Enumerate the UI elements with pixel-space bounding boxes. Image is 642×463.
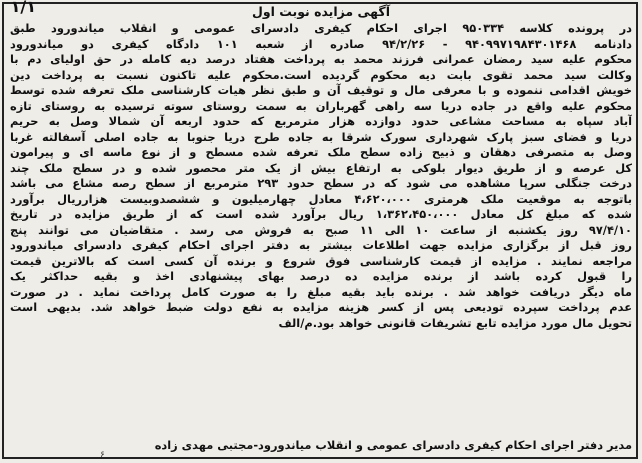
notice-line: دادنامه ۹۴۰۹۹۷۱۹۸۴۳۰۱۴۶۸ - ۹۴/۲/۲۶ صادره از شعبه ۱۰۱ دادگاه کیفری دو میاندورود bbox=[10, 36, 632, 51]
notice-line: خویش اقدامی ننموده و با معرفی مال و توقیف آن و طبق نظر هیات کارشناسی ملک تعرفه شده توسط bbox=[10, 83, 632, 97]
notice-line: مراجعه نمایند . مزایده از قیمت کارشناسی فوق شروع و برنده آن کسی است که بالاترین قیمت bbox=[10, 253, 632, 268]
notice-line: آباد سپاه به مساحت مشاعی حدود دوازده هزار مترمربع که حدود اربعه آن شمالا وصل به حریم bbox=[10, 114, 632, 128]
notice-line: روز قبل از برگزاری مزایده جهت اطلاعات بیشتر به دفتر اجرای احکام کیفری دادسرای میاندورود bbox=[10, 238, 632, 252]
notice-line: شده که مبلغ کل معادل ۱،۳۶۲،۴۵۰،۰۰۰ ریال برآورد شده است که از طریق مزایده در تاریخ bbox=[10, 207, 632, 221]
notice-line: باتوجه به موقعیت ملک هرمتری ۴،۶۲۰،۰۰۰ معادل چهارمیلیون و ششصدوبیست هزارریال برآورد bbox=[10, 191, 632, 206]
notice-line: محکوم علیه سید رمضان عمرانی فرزند محمد به پرداخت هفتاد درصد دیه کامله در حق اولیای دم با bbox=[10, 52, 632, 66]
notice-line: دریا و فضای سبز پارک شهرداری سورک شرقا به جاده طرح دریا جنوبا به جاده اصلی آسفالته غربا bbox=[10, 129, 632, 144]
notice-line: ماه دیگر دریافت خواهد شد . برنده باید بقیه مبلغ را به صورت کامل پرداخت نماید . در صورت bbox=[10, 284, 632, 299]
notice-line: درخت جنگلی سرپا مشاهده می شود که در سطح حدود ۲۹۳ مترمربع از سطح رصه مشاع می باشد bbox=[10, 176, 632, 190]
notice-body bbox=[10, 21, 632, 331]
notice-line: ۹۷/۴/۱۰ روز یکشنبه از ساعت ۱۰ الی ۱۱ صبح به فروش می رسد . متقاضیان می توانند پنج bbox=[10, 222, 632, 237]
notice-line: در پرونده کلاسه ۹۵۰۳۳۴ اجرای احکام کیفری دادسرای عمومی و انقلاب میاندورود طبق bbox=[10, 21, 632, 35]
corner-mark: ۱/۱ bbox=[10, 0, 36, 16]
footer-number: ۶ bbox=[100, 450, 105, 460]
notice-line: کل عرصه و از طریق دیوار بلوکی به ارتفاع بیش از یک متر محصور شده و در سطح ملک چند bbox=[10, 160, 632, 175]
notice-line: وصل به متصرفی دهقان و ذبیح زاده سطح ملک تعرفه شده مسطح و از نوع ماسه ای و پیرامون bbox=[10, 145, 632, 159]
notice-line: تحویل مال مورد مزایده تابع تشریفات قانونی خواهد بود.م/الف bbox=[278, 315, 632, 330]
notice-line: وکالت سید محمد تقوی بابت دیه محکوم گردیده است.محکوم علیه تاکنون نسبت به پرداخت دین bbox=[10, 67, 632, 82]
notice-line: عدم پرداخت سپرده تودیعی پس از کسر هزینه مزایده به نفع دولت ضبط خواهد شد. بدیهی است bbox=[10, 300, 632, 314]
notice-title: آگهی مزایده نوبت اول bbox=[252, 4, 390, 19]
notice-line: را قبول کرده باشد از برنده مزایده ده درصد بهای پیشنهادی اخذ و بقیه حداکثر یک bbox=[10, 269, 632, 283]
notice-signature: مدیر دفتر اجرای احکام کیفری دادسرای عمومی و انقلاب میاندورود-مجتبی مهدی زاده bbox=[154, 438, 632, 452]
notice-line: محکوم علیه واقع در جاده دریا سه راهی گهرباران به سمت روستای سوته ترسیده به روستای تازه bbox=[10, 98, 632, 113]
